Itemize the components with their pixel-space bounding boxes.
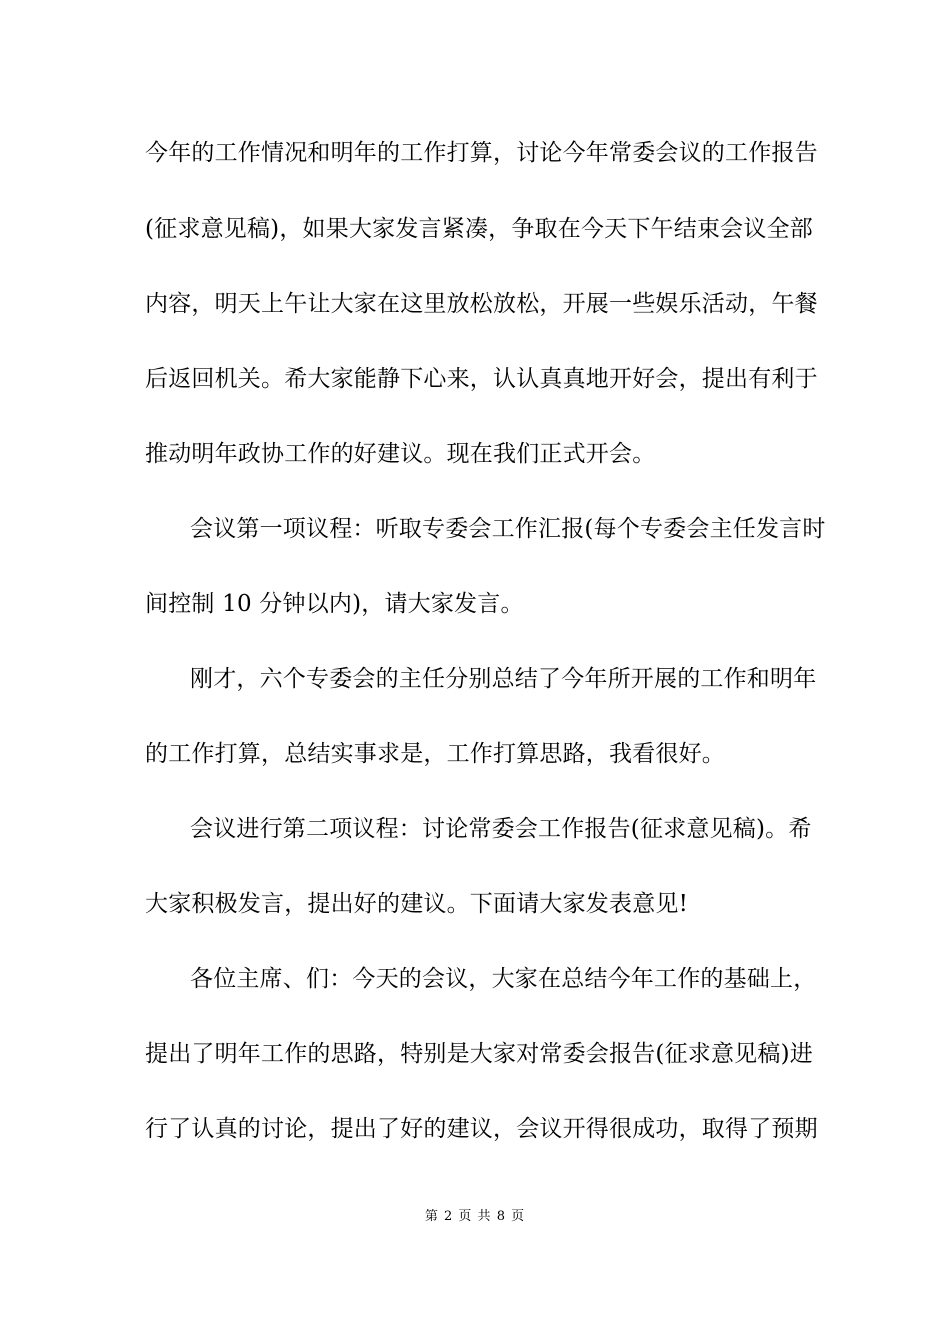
body-text-line: 间控制 10 分钟以内)，请大家发言。 xyxy=(145,591,524,617)
page-number-footer: 第 2 页 共 8 页 xyxy=(424,1209,526,1224)
body-text-line: (征求意见稿)，如果大家发言紧凑，争取在今天下午结束会议全部 xyxy=(145,216,813,242)
paragraph-start-line: 刚才，六个专委会的主任分别总结了今年所开展的工作和明年 xyxy=(190,666,817,692)
body-text-line: 后返回机关。希大家能静下心来，认认真真地开好会，提出有利于 xyxy=(145,366,818,392)
body-text-line: 大家积极发言，提出好的建议。下面请大家发表意见! xyxy=(145,891,689,917)
body-text-line: 提出了明年工作的思路，特别是大家对常委会报告(征求意见稿)进 xyxy=(145,1041,813,1067)
body-text-line: 内容，明天上午让大家在这里放松放松，开展一些娱乐活动，午餐 xyxy=(145,291,818,317)
body-text-line: 的工作打算，总结实事求是，工作打算思路，我看很好。 xyxy=(145,741,725,767)
paragraph-start-line: 会议进行第二项议程：讨论常委会工作报告(征求意见稿)。希 xyxy=(190,816,812,842)
body-text-line: 今年的工作情况和明年的工作打算，讨论今年常委会议的工作报告 xyxy=(145,140,818,166)
body-text-line: 行了认真的讨论，提出了好的建议，会议开得很成功，取得了预期 xyxy=(145,1116,818,1142)
body-text-line: 推动明年政协工作的好建议。现在我们正式开会。 xyxy=(145,441,656,467)
paragraph-start-line: 会议第一项议程：听取专委会工作汇报(每个专委会主任发言时 xyxy=(190,516,826,542)
paragraph-start-line: 各位主席、们：今天的会议，大家在总结今年工作的基础上， xyxy=(190,966,817,992)
